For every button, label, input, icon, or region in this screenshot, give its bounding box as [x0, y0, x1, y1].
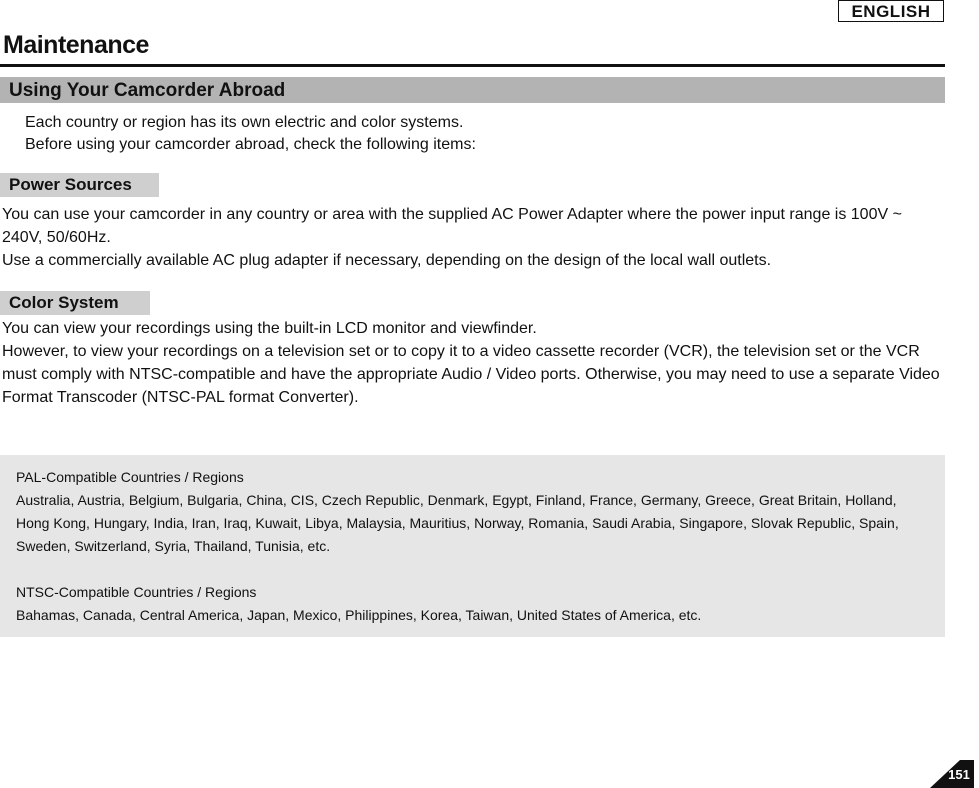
language-badge: ENGLISH: [838, 0, 944, 22]
ntsc-country-list: Bahamas, Canada, Central America, Japan, Mexico, Philippines, Korea, Taiwan, United States of America, etc.: [16, 607, 702, 623]
section-title: Using Your Camcorder Abroad: [9, 80, 286, 101]
intro-line: Before using your camcorder abroad, check the following items:: [25, 136, 476, 153]
power-sources-body: [2, 203, 942, 272]
power-sources-heading: Power Sources: [0, 173, 159, 197]
color-system-heading: Color System: [0, 291, 150, 315]
pal-heading: PAL-Compatible Countries / Regions: [16, 469, 244, 485]
ntsc-heading: NTSC-Compatible Countries / Regions: [16, 584, 257, 600]
power-sources-line: You can use your camcorder in any country or area with the supplied AC Power Adapter where the power input range is 100V ~ 240V, 50/60Hz.: [2, 206, 902, 246]
color-system-body: [2, 317, 942, 409]
title-divider: [0, 64, 945, 67]
color-system-line: You can view your recordings using the built-in LCD monitor and viewfinder.: [2, 320, 537, 337]
page-number: 151: [948, 767, 970, 782]
countries-info-box: [0, 455, 945, 637]
page-title: Maintenance: [3, 31, 149, 59]
intro-line: Each country or region has its own electric and color systems.: [25, 114, 464, 131]
countries-list: [16, 466, 921, 627]
color-system-line: However, to view your recordings on a television set or to copy it to a video cassette recorder (VCR), the television set or the VCR must comply with NTSC-compatible and have the appropriate Audio / Video ports. Otherwise, you may need to use a separate Video Format Transcoder (NTSC-PAL format Converter).: [2, 343, 940, 406]
page-number-tab: [930, 755, 974, 788]
power-sources-line: Use a commercially available AC plug adapter if necessary, depending on the design of the local wall outlets.: [2, 252, 772, 269]
section-intro: [25, 112, 476, 156]
pal-country-list: Australia, Austria, Belgium, Bulgaria, China, CIS, Czech Republic, Denmark, Egypt, Finland, France, Germany, Greece, Great Britain, Holland, Hong Kong, Hungary, India, Iran, Iraq, Kuwait, Libya, Malaysia, Mauritius, Norway, Romania, Saudi Arabia, Singapore, Slovak Republic, Spain, Sweden, Switzerland, Syria, Thailand, Tunisia, etc.: [16, 492, 899, 554]
spacer: [16, 558, 921, 581]
